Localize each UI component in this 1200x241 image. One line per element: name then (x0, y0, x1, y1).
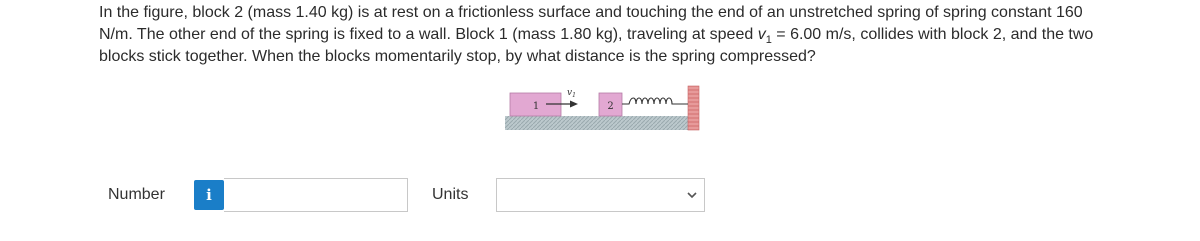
number-input[interactable] (224, 178, 408, 212)
figure-velocity-symbol: v (567, 88, 573, 98)
figure-velocity-label (567, 88, 576, 99)
units-select[interactable] (496, 178, 705, 212)
block-2-label: 2 (607, 101, 614, 112)
answer-row (0, 176, 1200, 214)
question-part2: = 6.00 m/s, collides with block 2, and the two blocks stick together. When the blocks momentarily stop, by what distance is the spring compressed? (99, 26, 1094, 65)
question-text (99, 2, 1114, 68)
block-1-label: 1 (532, 101, 540, 112)
velocity-subscript: 1 (765, 34, 772, 47)
question-part1: In the figure, block 2 (mass 1.40 kg) is at rest on a frictionless surface and touching the end of an unstretched spring of spring constant 160 N/m. The other end of the spring is fixed to a wall. Block 1 (mass 1.80 kg), traveling at speed (99, 4, 1083, 43)
figure-velocity-sub: 1 (572, 92, 576, 99)
wall (688, 86, 699, 130)
velocity-arrowhead (570, 101, 578, 108)
chevron-down-icon (686, 189, 698, 201)
units-label: Units (432, 186, 469, 203)
collision-figure (505, 84, 700, 132)
number-label: Number (108, 186, 165, 203)
spring (622, 98, 688, 104)
floor-surface (505, 116, 692, 130)
info-icon[interactable]: i (194, 180, 224, 210)
velocity-symbol: v (757, 26, 766, 43)
